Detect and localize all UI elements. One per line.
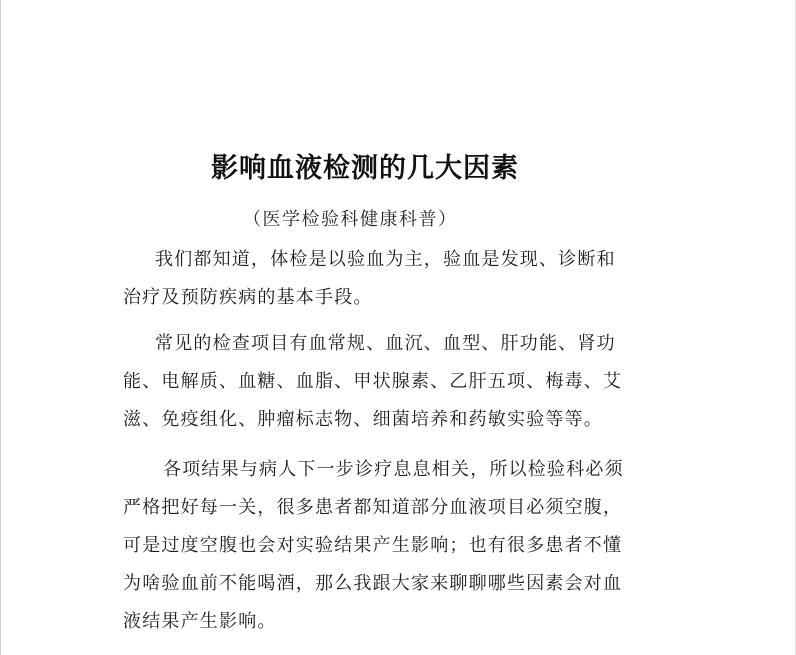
paragraph-line: 滋、免疫组化、肿瘤标志物、细菌培养和药敏实验等等。: [123, 409, 603, 430]
paragraph-line: 常见的检查项目有血常规、血沉、血型、肝功能、肾功: [155, 333, 616, 354]
paragraph-line: 可是过度空腹也会对实验结果产生影响；也有很多患者不懂: [123, 535, 623, 556]
paragraph-line: 能、电解质、血糖、血脂、甲状腺素、乙肝五项、梅毒、艾: [123, 371, 623, 392]
document-title: 影响血液检测的几大因素: [211, 153, 519, 184]
paragraph-factors: [123, 451, 683, 641]
paragraph-line: 治疗及预防疾病的基本手段。: [123, 287, 373, 308]
paragraph-line: 液结果产生影响。: [123, 611, 277, 632]
paragraph-intro: [123, 241, 683, 317]
paragraph-line: 严格把好每一关，很多患者都知道部分血液项目必须空腹，: [123, 497, 623, 518]
paragraph-line: 我们都知道，体检是以验血为主，验血是发现、诊断和: [155, 249, 616, 270]
paragraph-common-tests: [123, 325, 683, 439]
document-subtitle: （医学检验科健康科普）: [243, 209, 458, 230]
paragraph-line: 为啥验血前不能喝酒，那么我跟大家来聊聊哪些因素会对血: [123, 573, 623, 594]
paragraph-line: 各项结果与病人下一步诊疗息息相关，所以检验科必须: [163, 459, 624, 480]
